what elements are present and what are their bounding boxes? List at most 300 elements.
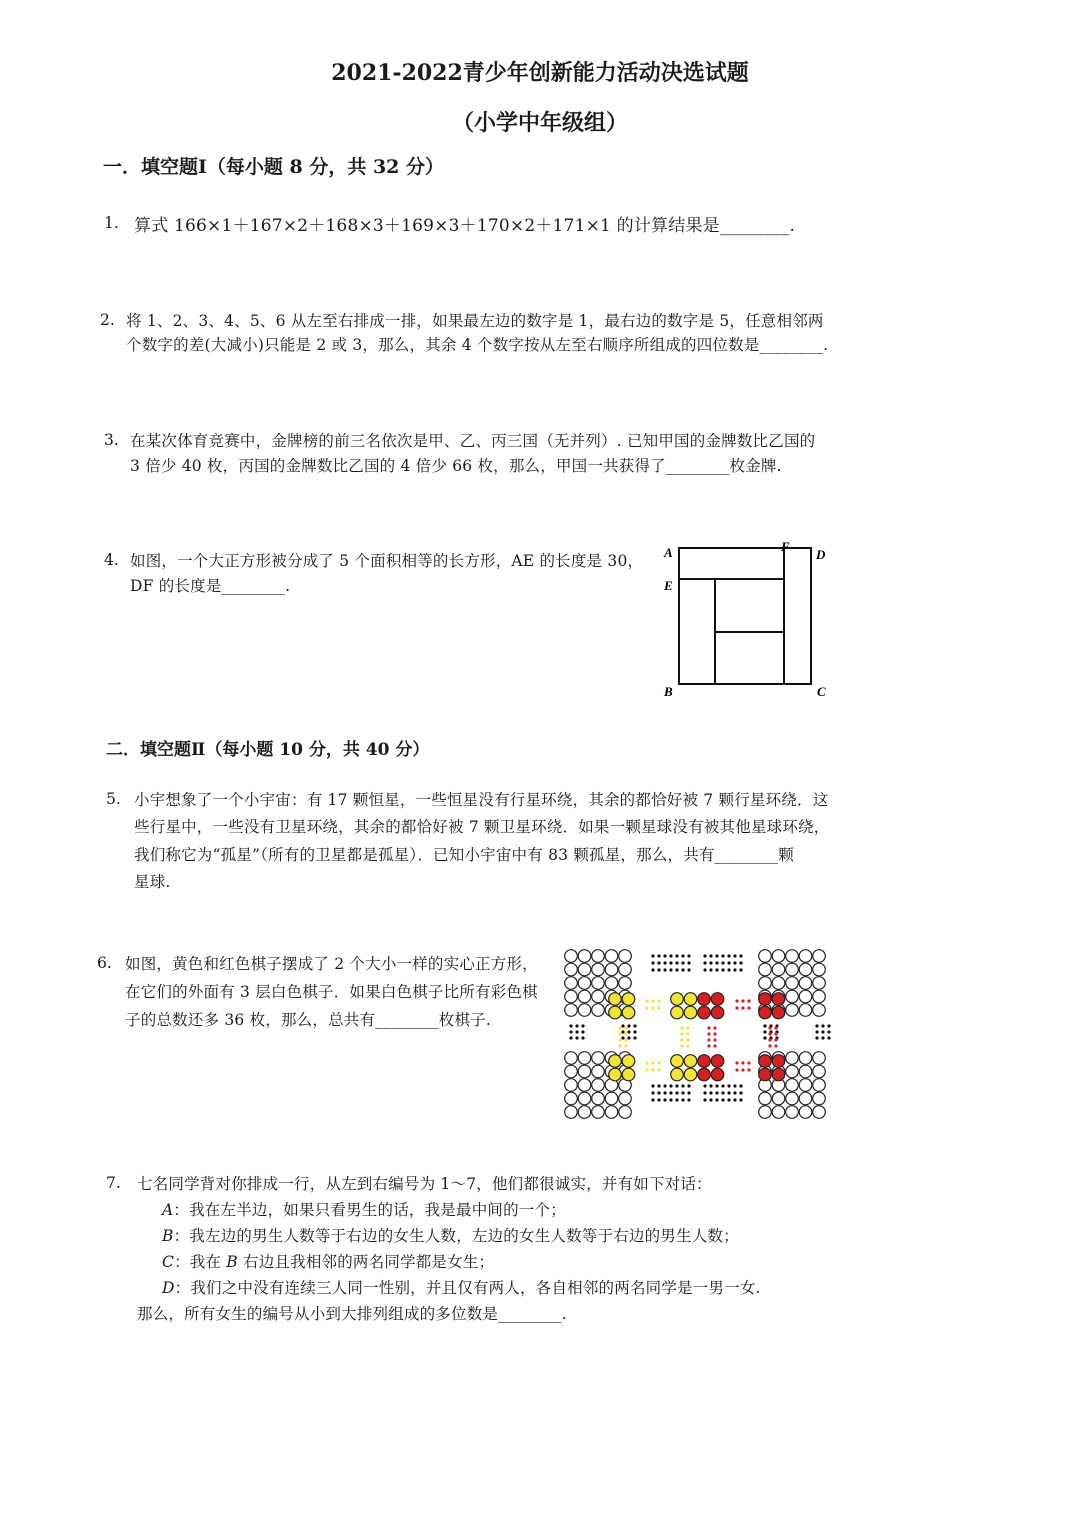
- red-dot: [741, 999, 744, 1002]
- white-piece: [786, 1079, 799, 1092]
- red-dot: [747, 1061, 750, 1064]
- statement-d: [162, 1276, 761, 1298]
- red-dot: [735, 1006, 738, 1009]
- black-dot: [675, 968, 678, 971]
- black-dot: [681, 968, 684, 971]
- white-piece: [786, 1052, 799, 1065]
- white-piece: [772, 977, 785, 990]
- statement-a: [162, 1198, 566, 1220]
- red-dot: [768, 1038, 771, 1041]
- yellow-dot: [645, 999, 648, 1002]
- black-dot: [663, 961, 666, 964]
- black-dot: [627, 1036, 630, 1039]
- white-piece: [786, 1092, 799, 1105]
- red-dot: [768, 1026, 771, 1029]
- black-dot: [633, 1030, 636, 1033]
- black-dot: [669, 1098, 672, 1101]
- black-dot: [669, 968, 672, 971]
- black-dot: [739, 968, 742, 971]
- black-dot: [569, 1024, 572, 1027]
- section-heading-1: 一．填空题Ⅰ（每小题 8 分，共 32 分）: [103, 156, 445, 178]
- yellow-piece: [622, 1068, 635, 1081]
- black-dot: [575, 1030, 578, 1033]
- speaker-label: D: [162, 1279, 175, 1297]
- black-dot: [703, 968, 706, 971]
- black-dot: [721, 954, 724, 957]
- yellow-piece: [684, 1006, 697, 1019]
- red-piece: [772, 993, 785, 1006]
- question-text: 3 倍少 40 枚，丙国的金牌数比乙国的 4 倍少 66 枚，那么，甲国一共获得了________枚金牌.: [130, 457, 782, 475]
- red-dot: [741, 1068, 744, 1071]
- black-dot: [739, 1091, 742, 1094]
- question-text: 如图，一个大正方形被分成了 5 个面积相等的长方形，AE 的长度是 30，: [130, 552, 644, 570]
- white-piece: [592, 950, 605, 963]
- red-dot: [747, 1068, 750, 1071]
- black-dot: [733, 968, 736, 971]
- white-piece: [565, 1079, 578, 1092]
- label-b: B: [664, 684, 673, 699]
- question-text: 算式 166×1＋167×2＋168×3＋169×3＋170×2＋171×1 的计算结果是________.: [134, 216, 796, 236]
- white-piece: [786, 990, 799, 1003]
- statement-text: ：我在: [174, 1253, 227, 1271]
- black-dot: [651, 1098, 654, 1101]
- black-dot: [657, 961, 660, 964]
- white-piece: [578, 963, 591, 976]
- black-dot: [739, 954, 742, 957]
- black-dot: [651, 968, 654, 971]
- speaker-label: B: [162, 1227, 174, 1245]
- white-piece: [578, 977, 591, 990]
- black-dot: [721, 1098, 724, 1101]
- white-piece: [619, 1092, 632, 1105]
- black-dot: [815, 1030, 818, 1033]
- yellow-piece: [684, 993, 697, 1006]
- white-piece: [578, 1079, 591, 1092]
- page-subtitle: （小学中年级组）: [451, 110, 628, 136]
- black-dot: [687, 1091, 690, 1094]
- yellow-dot: [657, 1006, 660, 1009]
- speaker-ref: B: [226, 1253, 238, 1271]
- black-dot: [575, 1036, 578, 1039]
- black-dot: [727, 954, 730, 957]
- yellow-dot: [651, 1061, 654, 1064]
- white-piece: [565, 1052, 578, 1065]
- black-dot: [581, 1024, 584, 1027]
- black-dot: [675, 1091, 678, 1094]
- black-dot: [763, 1030, 766, 1033]
- yellow-dot: [686, 1044, 689, 1047]
- black-dot: [687, 1098, 690, 1101]
- black-dot: [821, 1030, 824, 1033]
- red-piece: [759, 1068, 772, 1081]
- question-text: 小宇想象了一个小宇宙：有 17 颗恒星，一些恒星没有行星环绕，其余的都恰好被 7 颗行星环绕．这: [134, 791, 829, 809]
- question-text: 个数字的差(大减小)只能是 2 或 3，那么，其余 4 个数字按从左至右顺序所组成的四位数是________.: [126, 336, 829, 354]
- black-dot: [763, 1024, 766, 1027]
- white-piece: [605, 977, 618, 990]
- page-title: 2021-2022青少年创新能力活动决选试题: [331, 60, 749, 86]
- red-dot: [747, 999, 750, 1002]
- white-piece: [759, 1092, 772, 1105]
- red-piece: [711, 1055, 724, 1068]
- yellow-piece: [671, 1006, 684, 1019]
- white-piece: [578, 990, 591, 1003]
- question-text: 七名同学背对你排成一行，从左到右编号为 1～7，他们都很诚实，并有如下对话：: [137, 1175, 712, 1193]
- black-dot: [675, 961, 678, 964]
- white-piece: [799, 1092, 812, 1105]
- white-piece: [813, 1106, 826, 1119]
- yellow-piece: [609, 1055, 622, 1068]
- red-dot: [735, 1068, 738, 1071]
- black-dot: [709, 954, 712, 957]
- black-dot: [727, 1098, 730, 1101]
- statement-text: ：我们之中没有连续三人同一性别，并且仅有两人，各自相邻的两名同学是一男一女.: [174, 1279, 761, 1297]
- black-dot: [651, 1084, 654, 1087]
- black-dot: [703, 961, 706, 964]
- section-heading-2: 二．填空题Ⅱ（每小题 10 分，共 40 分）: [106, 740, 430, 760]
- black-dot: [715, 961, 718, 964]
- black-dot: [727, 1091, 730, 1094]
- red-dot: [735, 999, 738, 1002]
- question-text: 星球.: [134, 873, 171, 891]
- black-dot: [827, 1024, 830, 1027]
- white-piece: [799, 1106, 812, 1119]
- white-piece: [578, 1004, 591, 1017]
- square-diagram: [655, 538, 835, 703]
- white-piece: [813, 963, 826, 976]
- red-piece: [698, 1068, 711, 1081]
- yellow-dot: [651, 1068, 654, 1071]
- white-piece: [799, 977, 812, 990]
- question-number: 4.: [104, 551, 119, 569]
- yellow-piece: [671, 1068, 684, 1081]
- yellow-dot: [686, 1032, 689, 1035]
- black-dot: [733, 1091, 736, 1094]
- yellow-dot: [657, 1068, 660, 1071]
- white-piece: [592, 977, 605, 990]
- white-piece: [592, 1065, 605, 1078]
- black-dot: [827, 1036, 830, 1039]
- white-piece: [592, 1079, 605, 1092]
- question-text: 子的总数还多 36 枚，那么，总共有________枚棋子.: [125, 1011, 492, 1029]
- white-piece: [592, 1092, 605, 1105]
- question-number: 5.: [106, 790, 121, 808]
- red-dot: [741, 1061, 744, 1064]
- white-piece: [578, 1106, 591, 1119]
- red-piece: [698, 1006, 711, 1019]
- white-piece: [759, 1106, 772, 1119]
- label-d: D: [816, 547, 826, 562]
- black-dot: [663, 968, 666, 971]
- black-dot: [721, 961, 724, 964]
- black-dot: [681, 954, 684, 957]
- black-dot: [703, 1098, 706, 1101]
- black-dot: [715, 1098, 718, 1101]
- red-piece: [711, 993, 724, 1006]
- white-piece: [565, 1092, 578, 1105]
- black-dot: [687, 968, 690, 971]
- black-dot: [651, 954, 654, 957]
- yellow-dot: [645, 1006, 648, 1009]
- yellow-dot: [657, 999, 660, 1002]
- black-dot: [703, 1084, 706, 1087]
- yellow-piece: [671, 1055, 684, 1068]
- question-text: 在它们的外面有 3 层白色棋子．如果白色棋子比所有彩色棋: [125, 983, 538, 1001]
- yellow-dot: [651, 999, 654, 1002]
- black-dot: [715, 1084, 718, 1087]
- yellow-dot: [680, 1032, 683, 1035]
- red-dot: [774, 1044, 777, 1047]
- white-piece: [605, 1106, 618, 1119]
- statement-text: ：我左边的男生人数等于右边的女生人数，左边的女生人数等于右边的男生人数；: [173, 1227, 739, 1245]
- black-dot: [569, 1030, 572, 1033]
- white-piece: [565, 990, 578, 1003]
- question-text: 些行星中，一些没有卫星环绕，其余的都恰好被 7 颗卫星环绕．如果一颗星球没有被其他星球环绕，: [134, 818, 830, 836]
- white-piece: [786, 963, 799, 976]
- black-dot: [715, 954, 718, 957]
- red-dot: [747, 1006, 750, 1009]
- black-dot: [733, 1084, 736, 1087]
- white-piece: [813, 950, 826, 963]
- yellow-dot: [651, 1006, 654, 1009]
- red-dot: [713, 1038, 716, 1041]
- white-piece: [786, 1106, 799, 1119]
- red-dot: [713, 1026, 716, 1029]
- black-dot: [621, 1024, 624, 1027]
- red-dot: [707, 1044, 710, 1047]
- black-dot: [709, 961, 712, 964]
- black-dot: [651, 961, 654, 964]
- question-text: DF 的长度是________.: [130, 577, 291, 595]
- yellow-piece: [609, 993, 622, 1006]
- black-dot: [627, 1030, 630, 1033]
- black-dot: [663, 954, 666, 957]
- red-piece: [711, 1068, 724, 1081]
- black-dot: [581, 1036, 584, 1039]
- black-dot: [733, 961, 736, 964]
- black-dot: [663, 1084, 666, 1087]
- yellow-dot: [618, 1026, 621, 1029]
- black-dot: [669, 1091, 672, 1094]
- outer-square: [679, 548, 811, 684]
- black-dot: [739, 1098, 742, 1101]
- question-text: 我们称它为“孤星”（所有的卫星都是孤星）．已知小宇宙中有 83 颗孤星，那么，共有________颗: [134, 846, 794, 864]
- yellow-piece: [609, 1068, 622, 1081]
- white-piece: [759, 950, 772, 963]
- black-dot: [727, 968, 730, 971]
- black-dot: [703, 954, 706, 957]
- question-text: 在某次体育竞赛中，金牌榜的前三名依次是甲、乙、丙三国（无并列）. 已知甲国的金牌数比乙国的: [130, 432, 816, 450]
- yellow-dot: [680, 1044, 683, 1047]
- white-piece: [772, 1092, 785, 1105]
- black-dot: [815, 1024, 818, 1027]
- white-piece: [772, 1106, 785, 1119]
- white-piece: [786, 977, 799, 990]
- speaker-label: C: [162, 1253, 175, 1271]
- black-dot: [687, 1084, 690, 1087]
- statement-text: 右边且我相邻的两名同学都是女生；: [237, 1253, 495, 1271]
- white-piece: [813, 1065, 826, 1078]
- yellow-dot: [686, 1026, 689, 1029]
- white-piece: [578, 1065, 591, 1078]
- red-piece: [759, 1006, 772, 1019]
- black-dot: [681, 961, 684, 964]
- black-dot: [709, 968, 712, 971]
- yellow-dot: [624, 1026, 627, 1029]
- yellow-piece: [622, 993, 635, 1006]
- white-piece: [759, 963, 772, 976]
- black-dot: [663, 1091, 666, 1094]
- black-dot: [721, 968, 724, 971]
- black-dot: [627, 1024, 630, 1027]
- white-piece: [619, 1106, 632, 1119]
- question-number: 2.: [100, 311, 115, 329]
- white-piece: [799, 1065, 812, 1078]
- question-text: 那么，所有女生的编号从小到大排列组成的多位数是________.: [137, 1305, 567, 1323]
- white-piece: [799, 990, 812, 1003]
- yellow-dot: [680, 1026, 683, 1029]
- yellow-dot: [686, 1038, 689, 1041]
- black-dot: [709, 1091, 712, 1094]
- white-piece: [592, 990, 605, 1003]
- black-dot: [763, 1036, 766, 1039]
- red-dot: [774, 1032, 777, 1035]
- yellow-piece: [622, 1055, 635, 1068]
- white-piece: [605, 1092, 618, 1105]
- yellow-dot: [657, 1061, 660, 1064]
- white-piece: [578, 1052, 591, 1065]
- white-piece: [799, 1004, 812, 1017]
- red-piece: [711, 1006, 724, 1019]
- black-dot: [633, 1024, 636, 1027]
- statement-text: ：我在左半边，如果只看男生的话，我是最中间的一个；: [173, 1201, 566, 1219]
- yellow-piece: [622, 1006, 635, 1019]
- white-piece: [565, 950, 578, 963]
- black-dot: [621, 1030, 624, 1033]
- black-dot: [657, 1098, 660, 1101]
- red-dot: [713, 1032, 716, 1035]
- yellow-piece: [671, 993, 684, 1006]
- yellow-dot: [645, 1068, 648, 1071]
- white-piece: [619, 977, 632, 990]
- yellow-dot: [618, 1038, 621, 1041]
- black-dot: [581, 1030, 584, 1033]
- red-dot: [713, 1044, 716, 1047]
- red-dot: [774, 1038, 777, 1041]
- question-text: 将 1、2、3、4、5、6 从左至右排成一排，如果最左边的数字是 1，最右边的数字是 5，任意相邻两: [126, 312, 824, 330]
- black-dot: [675, 1084, 678, 1087]
- white-piece: [565, 977, 578, 990]
- red-piece: [759, 1055, 772, 1068]
- yellow-piece: [684, 1055, 697, 1068]
- white-piece: [592, 963, 605, 976]
- question-number: 1.: [104, 214, 119, 232]
- red-piece: [772, 1068, 785, 1081]
- black-dot: [651, 1091, 654, 1094]
- black-dot: [569, 1036, 572, 1039]
- yellow-dot: [618, 1044, 621, 1047]
- black-dot: [669, 954, 672, 957]
- speaker-label: A: [162, 1201, 174, 1219]
- black-dot: [681, 1091, 684, 1094]
- white-piece: [605, 963, 618, 976]
- black-dot: [733, 954, 736, 957]
- white-piece: [813, 1004, 826, 1017]
- white-piece: [619, 950, 632, 963]
- black-dot: [657, 1091, 660, 1094]
- black-dot: [621, 1036, 624, 1039]
- red-piece: [772, 1006, 785, 1019]
- red-dot: [768, 1044, 771, 1047]
- white-piece: [772, 950, 785, 963]
- white-piece: [786, 1004, 799, 1017]
- black-dot: [815, 1036, 818, 1039]
- white-piece: [813, 977, 826, 990]
- red-piece: [759, 993, 772, 1006]
- white-piece: [565, 1065, 578, 1078]
- red-piece: [772, 1055, 785, 1068]
- question-number: 7.: [106, 1174, 121, 1192]
- white-piece: [565, 963, 578, 976]
- black-dot: [709, 1098, 712, 1101]
- black-dot: [681, 1098, 684, 1101]
- white-piece: [592, 1106, 605, 1119]
- white-piece: [619, 963, 632, 976]
- white-piece: [592, 1004, 605, 1017]
- black-dot: [827, 1030, 830, 1033]
- red-dot: [707, 1026, 710, 1029]
- black-dot: [669, 1084, 672, 1087]
- yellow-dot: [624, 1038, 627, 1041]
- question-text: 如图，黄色和红色棋子摆成了 2 个大小一样的实心正方形，: [125, 955, 538, 973]
- black-dot: [657, 1084, 660, 1087]
- yellow-dot: [618, 1032, 621, 1035]
- black-dot: [703, 1091, 706, 1094]
- label-c: C: [817, 684, 826, 699]
- white-piece: [799, 963, 812, 976]
- black-dot: [727, 1084, 730, 1087]
- label-f: F: [781, 539, 790, 554]
- black-dot: [821, 1024, 824, 1027]
- red-dot: [707, 1032, 710, 1035]
- red-piece: [698, 1055, 711, 1068]
- black-dot: [575, 1024, 578, 1027]
- black-dot: [687, 954, 690, 957]
- label-e: E: [664, 578, 673, 593]
- black-dot: [727, 961, 730, 964]
- label-a: A: [664, 545, 673, 560]
- black-dot: [733, 1098, 736, 1101]
- white-piece: [786, 1065, 799, 1078]
- yellow-piece: [684, 1068, 697, 1081]
- black-dot: [681, 1084, 684, 1087]
- yellow-dot: [624, 1032, 627, 1035]
- white-piece: [605, 950, 618, 963]
- black-dot: [657, 968, 660, 971]
- white-piece: [565, 1004, 578, 1017]
- white-piece: [799, 1079, 812, 1092]
- white-piece: [578, 1092, 591, 1105]
- chess-pieces-diagram: [563, 948, 835, 1128]
- white-piece: [578, 950, 591, 963]
- statement-c: [162, 1250, 494, 1272]
- statement-b: [162, 1224, 739, 1246]
- question-number: 3.: [104, 431, 119, 449]
- black-dot: [821, 1036, 824, 1039]
- black-dot: [721, 1091, 724, 1094]
- white-piece: [772, 963, 785, 976]
- black-dot: [715, 1091, 718, 1094]
- black-dot: [709, 1084, 712, 1087]
